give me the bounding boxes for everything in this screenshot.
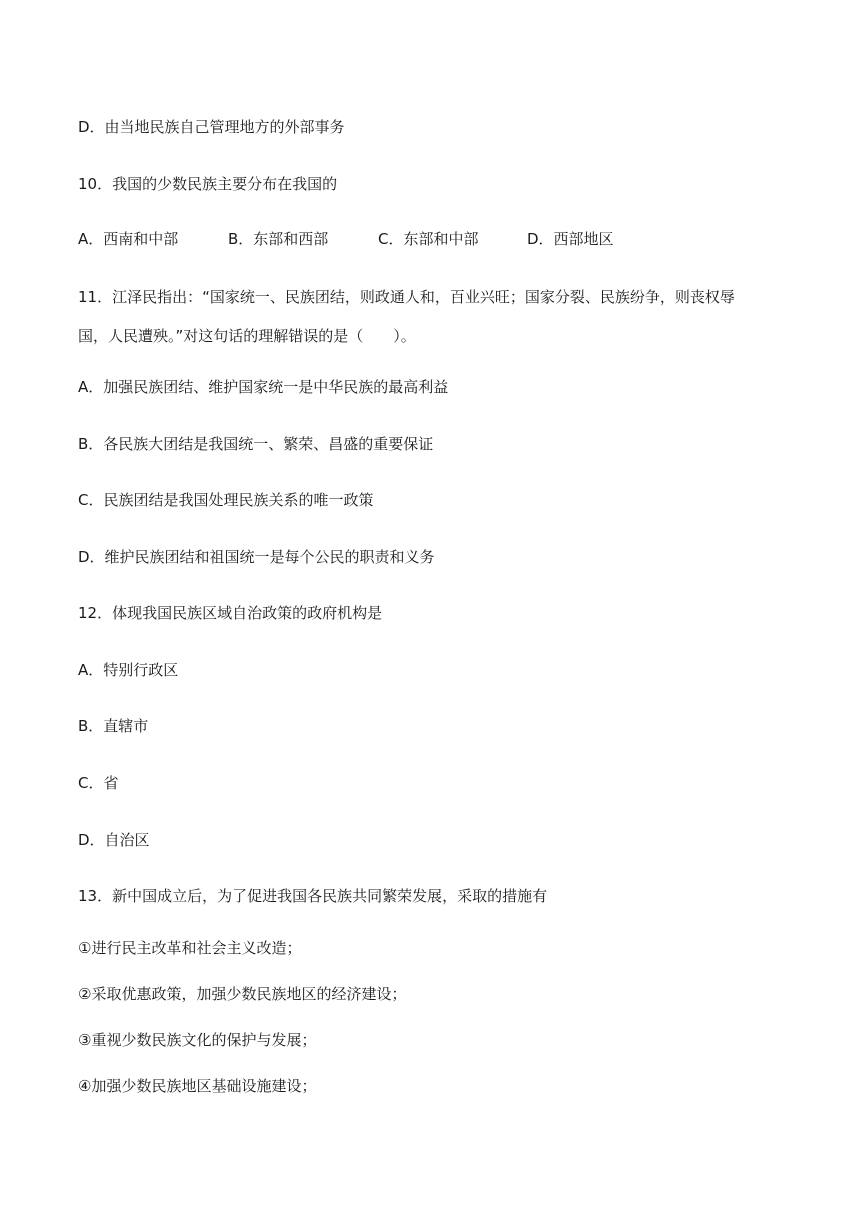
q10-option-c: C．东部和中部 (378, 230, 479, 248)
q13-statement-1: ①进行民主改革和社会主义改造； (78, 939, 302, 957)
q11-option-b: B．各民族大团结是我国统一、繁荣、昌盛的重要保证 (78, 435, 434, 453)
q13-statement-3: ③重视少数民族文化的保护与发展； (78, 1031, 317, 1049)
q11-option-d: D．维护民族团结和祖国统一是每个公民的职责和义务 (78, 548, 435, 566)
q12-option-d: D．自治区 (78, 831, 150, 849)
q13-statement-4: ④加强少数民族地区基础设施建设； (78, 1077, 317, 1095)
q11-stem-line-1: 11．江泽民指出：“国家统一、民族团结，则政通人和，百业兴旺；国家分裂、民族纷争，则丧权辱 (78, 288, 735, 306)
q9-option-d: D．由当地民族自己管理地方的外部事务 (78, 118, 345, 136)
q10-stem: 10．我国的少数民族主要分布在我国的 (78, 175, 338, 193)
q12-option-b: B．直辖市 (78, 717, 149, 735)
q12-stem: 12．体现我国民族区域自治政策的政府机构是 (78, 604, 383, 622)
q13-statement-2: ②采取优惠政策，加强少数民族地区的经济建设； (78, 985, 407, 1003)
q12-option-a: A．特别行政区 (78, 661, 179, 679)
q11-option-a: A．加强民族团结、维护国家统一是中华民族的最高利益 (78, 378, 449, 396)
q10-options (78, 229, 778, 249)
q10-option-b: B．东部和西部 (228, 230, 329, 248)
q13-stem: 13．新中国成立后，为了促进我国各民族共同繁荣发展，采取的措施有 (78, 887, 548, 905)
q10-option-d: D．西部地区 (527, 230, 614, 248)
q11-option-c: C．民族团结是我国处理民族关系的唯一政策 (78, 491, 374, 509)
q11-stem-line-2: 国，人民遭殃。”对这句话的理解错误的是（ ）。 (78, 327, 416, 345)
q10-option-a: A．西南和中部 (78, 230, 179, 248)
q12-option-c: C．省 (78, 774, 119, 792)
